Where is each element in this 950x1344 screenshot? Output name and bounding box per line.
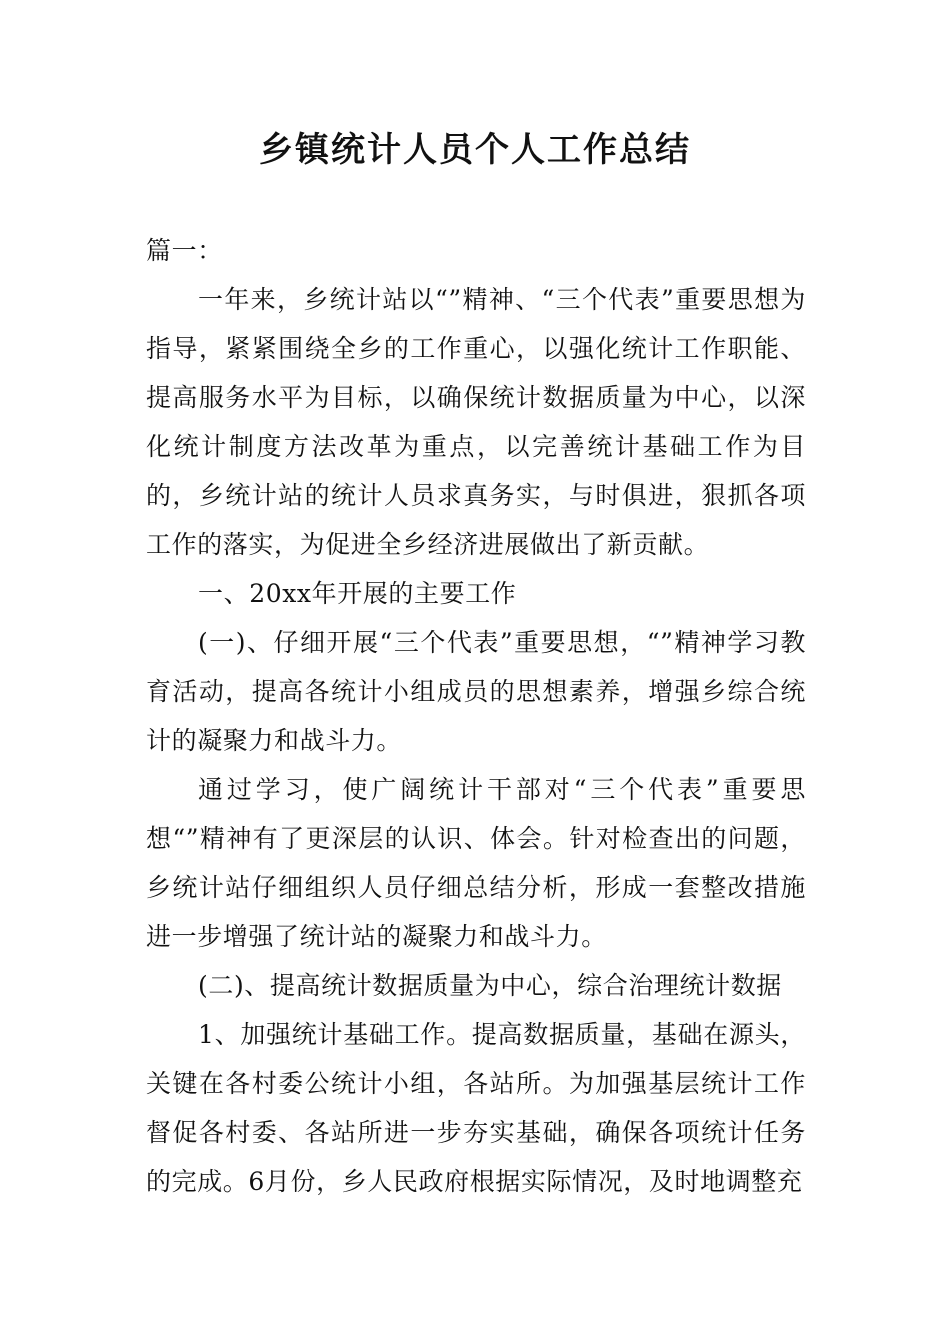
document-body [146, 226, 806, 1206]
paragraph-basic-work: 1、加强统计基础工作。提高数据质量，基础在源头，关键在各村委公统计小组，各站所。为加强基层统计工作督促各村委、各站所进一步夯实基础，确保各项统计任务的完成。6月份，乡人民政府根据实际情况，及时地调整充 [146, 1020, 806, 1196]
document-title: 乡镇统计人员个人工作总结 [259, 130, 691, 170]
heading-item-two: (二)、提高统计数据质量为中心，综合治理统计数据 [198, 971, 782, 1000]
heading-main-work: 一、20xx年开展的主要工作 [198, 579, 517, 608]
paragraph-intro: 一年来，乡统计站以“”精神、“三个代表”重要思想为指导，紧紧围绕全乡的工作重心，以强化统计工作职能、提高服务水平为目标，以确保统计数据质量为中心，以深化统计制度方法改革为重点，以完善统计基础工作为目的，乡统计站的统计人员求真务实，与时俱进，狠抓各项工作的落实，为促进全乡经济进展做出了新贡献。 [146, 285, 806, 559]
paragraph-study-results: 通过学习，使广阔统计干部对“三个代表”重要思想“”精神有了更深层的认识、体会。针对检查出的问题，乡统计站仔细组织人员仔细总结分析，形成一套整改措施进一步增强了统计站的凝聚力和战斗力。 [146, 775, 806, 951]
paragraph-item-one: (一)、仔细开展“三个代表”重要思想，“”精神学习教育活动，提高各统计小组成员的思想素养，增强乡综合统计的凝聚力和战斗力。 [146, 628, 806, 755]
section-heading-part-one: 篇一： [146, 236, 223, 265]
